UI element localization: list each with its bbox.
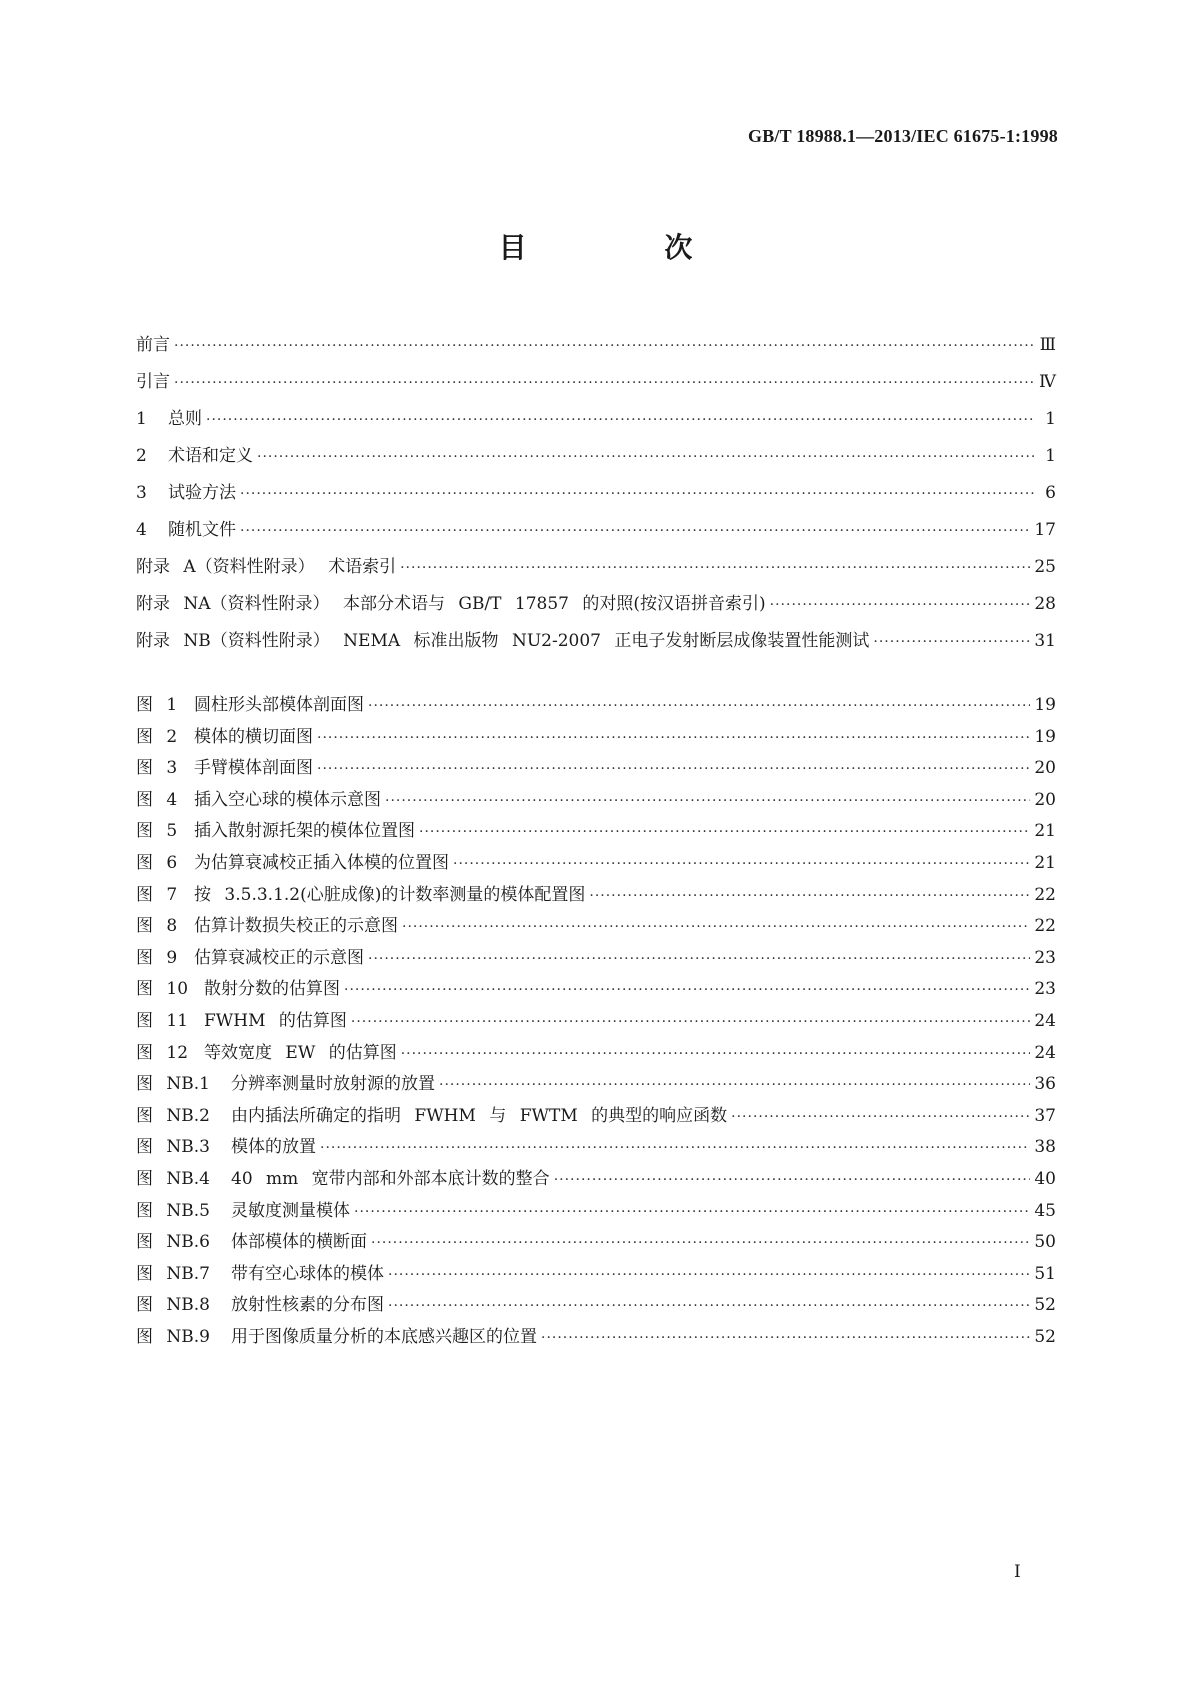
dot-leader — [320, 1140, 1030, 1156]
figure-number: 图 NB.1 — [136, 1074, 210, 1095]
dot-leader — [589, 888, 1030, 904]
toc-page-number: Ⅳ — [1039, 372, 1056, 392]
dot-leader — [351, 1014, 1030, 1030]
dot-leader — [240, 523, 1030, 539]
figure-entry[interactable] — [136, 816, 1056, 848]
dot-leader — [385, 793, 1030, 809]
figure-caption: 按 3.5.3.1.2(心脏成像)的计数率测量的模体配置图 — [194, 884, 586, 905]
toc-entry-label: 随机文件 — [168, 520, 236, 540]
toc-entry-introduction[interactable] — [136, 367, 1056, 404]
figure-caption: 圆柱形头部模体剖面图 — [194, 695, 364, 715]
figure-number: 图 4 — [136, 789, 178, 810]
figure-entry[interactable] — [136, 1196, 1056, 1228]
toc-page-number: 6 — [1045, 483, 1056, 503]
toc-entry-annex-nb[interactable] — [136, 626, 1056, 663]
toc-entry-annex-a[interactable] — [136, 552, 1056, 589]
figure-number: 图 NB.9 — [136, 1326, 210, 1347]
figure-page-number: 23 — [1034, 979, 1056, 1000]
dot-leader — [453, 856, 1030, 872]
figure-entry[interactable] — [136, 1227, 1056, 1259]
toc-section-number: 4 — [136, 520, 147, 540]
figure-page-number: 37 — [1034, 1105, 1056, 1126]
figure-caption: 40 mm 宽带内部和外部本底计数的整合 — [231, 1168, 550, 1189]
figure-number: 图 6 — [136, 852, 178, 873]
dot-leader — [344, 982, 1030, 998]
figure-number: 图 NB.4 — [136, 1168, 210, 1189]
dot-leader — [174, 375, 1034, 391]
toc-page-number: 1 — [1045, 446, 1056, 466]
figure-entry[interactable] — [136, 1069, 1056, 1101]
dot-leader — [388, 1298, 1030, 1314]
toc-entry-section-2[interactable] — [136, 441, 1056, 478]
toc-page-number: 17 — [1034, 520, 1056, 540]
dot-leader — [419, 824, 1030, 840]
dot-leader — [206, 412, 1034, 428]
figure-page-number: 21 — [1034, 852, 1056, 873]
figure-entry[interactable] — [136, 1132, 1056, 1164]
dot-leader — [439, 1077, 1030, 1093]
toc-entry-section-3[interactable] — [136, 478, 1056, 515]
figure-caption: 估算衰减校正的示意图 — [194, 947, 364, 968]
toc-entry-section-4[interactable] — [136, 515, 1056, 552]
toc-entry-label: 术语和定义 — [168, 446, 253, 466]
dot-leader — [354, 1204, 1030, 1220]
toc-entry-foreword[interactable] — [136, 330, 1056, 367]
figure-page-number: 51 — [1034, 1263, 1056, 1284]
figure-number: 图 2 — [136, 726, 178, 747]
figure-caption: 体部模体的横断面 — [231, 1232, 367, 1253]
dot-leader — [371, 1235, 1030, 1251]
figure-caption: 等效宽度 EW 的估算图 — [204, 1042, 397, 1063]
dot-leader — [317, 761, 1030, 777]
page-number: I — [1014, 1562, 1021, 1582]
toc-section-number: 2 — [136, 446, 147, 466]
dot-leader — [257, 449, 1034, 465]
figure-caption: 插入散射源托架的模体位置图 — [194, 821, 415, 842]
figure-page-number: 40 — [1034, 1168, 1056, 1189]
figure-number: 图 5 — [136, 821, 178, 842]
figure-number: 图 NB.8 — [136, 1295, 210, 1316]
figure-number: 图 9 — [136, 947, 178, 968]
figure-caption: 为估算衰减校正插入体模的位置图 — [194, 852, 449, 873]
dot-leader — [240, 486, 1034, 502]
figure-caption: FWHM 的估算图 — [204, 1010, 347, 1031]
toc-page-number: 28 — [1034, 594, 1056, 614]
figure-page-number: 22 — [1034, 884, 1056, 905]
figure-number: 图 7 — [136, 884, 178, 905]
toc-entry-label: 总则 — [168, 409, 202, 429]
toc-entry-label: 附录 NB（资料性附录） NEMA 标准出版物 NU2-2007 正电子发射断层成像装置性能测试 — [136, 631, 870, 651]
figure-number: 图 10 — [136, 979, 189, 1000]
figure-page-number: 19 — [1034, 726, 1056, 747]
toc-page-number: 25 — [1034, 557, 1056, 577]
figure-entry[interactable] — [136, 1006, 1056, 1038]
figure-page-number: 21 — [1034, 821, 1056, 842]
figure-page-number: 22 — [1034, 916, 1056, 937]
toc-entry-label: 前言 — [136, 335, 170, 355]
figure-number: 图 1 — [136, 695, 178, 715]
dot-leader — [770, 597, 1031, 613]
figure-entry[interactable] — [136, 848, 1056, 880]
figure-entry[interactable] — [136, 1038, 1056, 1070]
figure-number: 图 NB.2 — [136, 1105, 210, 1126]
dot-leader — [368, 951, 1030, 967]
figure-caption: 估算计数损失校正的示意图 — [194, 916, 398, 937]
figure-page-number: 36 — [1034, 1074, 1056, 1095]
figure-number: 图 NB.3 — [136, 1137, 210, 1158]
figure-caption: 插入空心球的模体示意图 — [194, 789, 381, 810]
figure-caption: 用于图像质量分析的本底感兴趣区的位置 — [231, 1326, 537, 1347]
figure-number: 图 12 — [136, 1042, 189, 1063]
figure-entry[interactable] — [136, 974, 1056, 1006]
dot-leader — [401, 1046, 1031, 1062]
figure-caption: 灵敏度测量模体 — [231, 1200, 350, 1221]
figure-caption: 散射分数的估算图 — [204, 979, 340, 1000]
toc-page-number: 1 — [1045, 409, 1056, 429]
figure-page-number: 45 — [1034, 1200, 1056, 1221]
figure-entry[interactable] — [136, 722, 1056, 754]
toc-entry-annex-na[interactable] — [136, 589, 1056, 626]
figure-caption: 放射性核素的分布图 — [231, 1295, 384, 1316]
toc-page-number: 31 — [1034, 631, 1056, 651]
standard-code: GB/T 18988.1—2013/IEC 61675-1:1998 — [748, 126, 1058, 146]
toc-entry-label: 引言 — [136, 372, 170, 392]
figure-entry[interactable] — [136, 911, 1056, 943]
dot-leader — [731, 1109, 1030, 1125]
dot-leader — [368, 698, 1030, 714]
figure-caption: 分辨率测量时放射源的放置 — [231, 1074, 435, 1095]
toc-section-number: 1 — [136, 409, 147, 429]
figure-page-number: 20 — [1034, 758, 1056, 779]
figure-entry[interactable] — [136, 1101, 1056, 1133]
figure-entry[interactable] — [136, 1259, 1056, 1291]
toc-entry-label: 附录 NA（资料性附录） 本部分术语与 GB/T 17857 的对照(按汉语拼音索引) — [136, 594, 766, 614]
figure-caption: 带有空心球体的模体 — [231, 1263, 384, 1284]
toc-entry-section-1[interactable] — [136, 404, 1056, 441]
dot-leader — [554, 1172, 1031, 1188]
toc-section-number: 3 — [136, 483, 147, 503]
figure-number: 图 8 — [136, 916, 178, 937]
figure-entry[interactable] — [136, 880, 1056, 912]
figure-entry[interactable] — [136, 753, 1056, 785]
table-of-contents — [136, 330, 1056, 663]
figure-page-number: 52 — [1034, 1295, 1056, 1316]
figure-number: 图 11 — [136, 1010, 189, 1031]
figure-page-number: 19 — [1034, 695, 1056, 715]
figure-number: 图 NB.5 — [136, 1200, 210, 1221]
figure-entry[interactable] — [136, 785, 1056, 817]
figure-caption: 由内插法所确定的指明 FWHM 与 FWTM 的典型的响应函数 — [231, 1105, 728, 1126]
dot-leader — [174, 338, 1034, 354]
toc-entry-label: 附录 A（资料性附录） 术语索引 — [136, 557, 397, 577]
dot-leader — [873, 634, 1030, 650]
list-of-figures — [136, 690, 1056, 1353]
figure-caption: 模体的放置 — [231, 1137, 316, 1158]
figure-page-number: 38 — [1034, 1137, 1056, 1158]
figure-page-number: 24 — [1034, 1010, 1056, 1031]
figure-page-number: 20 — [1034, 789, 1056, 810]
figure-page-number: 23 — [1034, 947, 1056, 968]
dot-leader — [402, 919, 1030, 935]
toc-entry-label: 试验方法 — [168, 483, 236, 503]
figure-page-number: 50 — [1034, 1232, 1056, 1253]
figure-entry[interactable] — [136, 943, 1056, 975]
dot-leader — [400, 560, 1030, 576]
page-title: 目 次 — [498, 231, 757, 264]
figure-entry[interactable] — [136, 1290, 1056, 1322]
figure-number: 图 3 — [136, 758, 178, 779]
toc-page-number: Ⅲ — [1039, 335, 1056, 355]
dot-leader — [388, 1267, 1030, 1283]
figure-number: 图 NB.7 — [136, 1263, 210, 1284]
figure-entry[interactable] — [136, 1164, 1056, 1196]
figure-page-number: 24 — [1034, 1042, 1056, 1063]
dot-leader — [541, 1330, 1030, 1346]
figure-entry[interactable] — [136, 1322, 1056, 1354]
dot-leader — [317, 730, 1030, 746]
figure-entry[interactable] — [136, 690, 1056, 722]
figure-number: 图 NB.6 — [136, 1232, 210, 1253]
figure-caption: 模体的横切面图 — [194, 726, 313, 747]
figure-caption: 手臂模体剖面图 — [194, 758, 313, 779]
figure-page-number: 52 — [1034, 1326, 1056, 1347]
